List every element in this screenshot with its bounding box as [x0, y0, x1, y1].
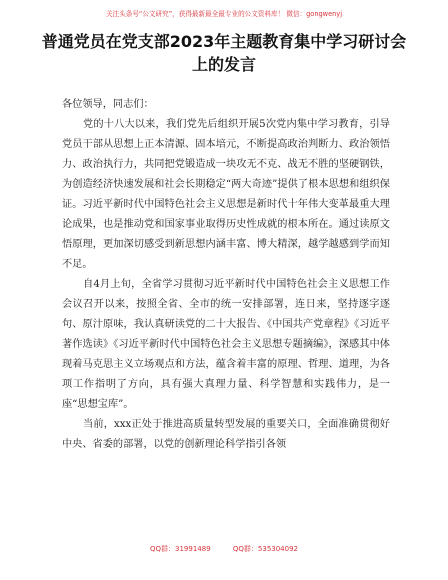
footer-qq-group-1: QQ群：31991489 [150, 545, 211, 553]
document-body [62, 95, 390, 455]
header-banner: 关注头条号“公文研究”，获得最新最全最专业的公文资料库！ 微信：gongwenyj [105, 10, 343, 18]
paragraph-1: 党的十八大以来，我们党先后组织开展5次党内集中学习教育，引导党员干部从思想上正本清源、固本培元，不断提高政治判断力、政治领悟力、政治执行力，共同把党锻造成一块攻无不克、战无不胜的坚硬钢铁，为创造经济快速发展和社会长期稳定“两大奇迹”提供了根本思想和组织保证。习近平新时代中国特色社会主义思想是新时代十年伟大变革最重大理论成果，也是推动党和国家事业取得历史性成就的根本所在。通过读原文悟原理，更加深切感受到新思想内涵丰富、博大精深，越学越感到学而知不足。 [62, 119, 390, 270]
paragraph-3: 当前，xxx正处于推进高质量转型发展的重要关口，全面准确贯彻好中央、省委的部署，以党的创新理论科学指引各领 [62, 419, 390, 450]
page-title: 普通党员在党支部2023年主题教育集中学习研讨会上的发言 [41, 32, 407, 74]
greeting: 各位领导，同志们： [62, 99, 154, 110]
footer-qq-group-2: QQ群：535304092 [232, 545, 298, 553]
footer [0, 544, 448, 554]
paragraph-2: 自4月上旬，全省学习贯彻习近平新时代中国特色社会主义思想工作会议召开以来，按照全省、全市的统一安排部署，连日来，坚持逐字逐句、原汁原味，我认真研读党的二十大报告、《中国共产党章程》《习近平著作选读》《习近平新时代中国特色社会主义思想专题摘编》，深感其中体现着马克思主义立场观点和方法，蕴含着丰富的原理、哲理、道理，为各项工作指明了方向，具有强大真理力量、科学智慧和实践伟力，是一座“思想宝库”。 [62, 279, 390, 410]
